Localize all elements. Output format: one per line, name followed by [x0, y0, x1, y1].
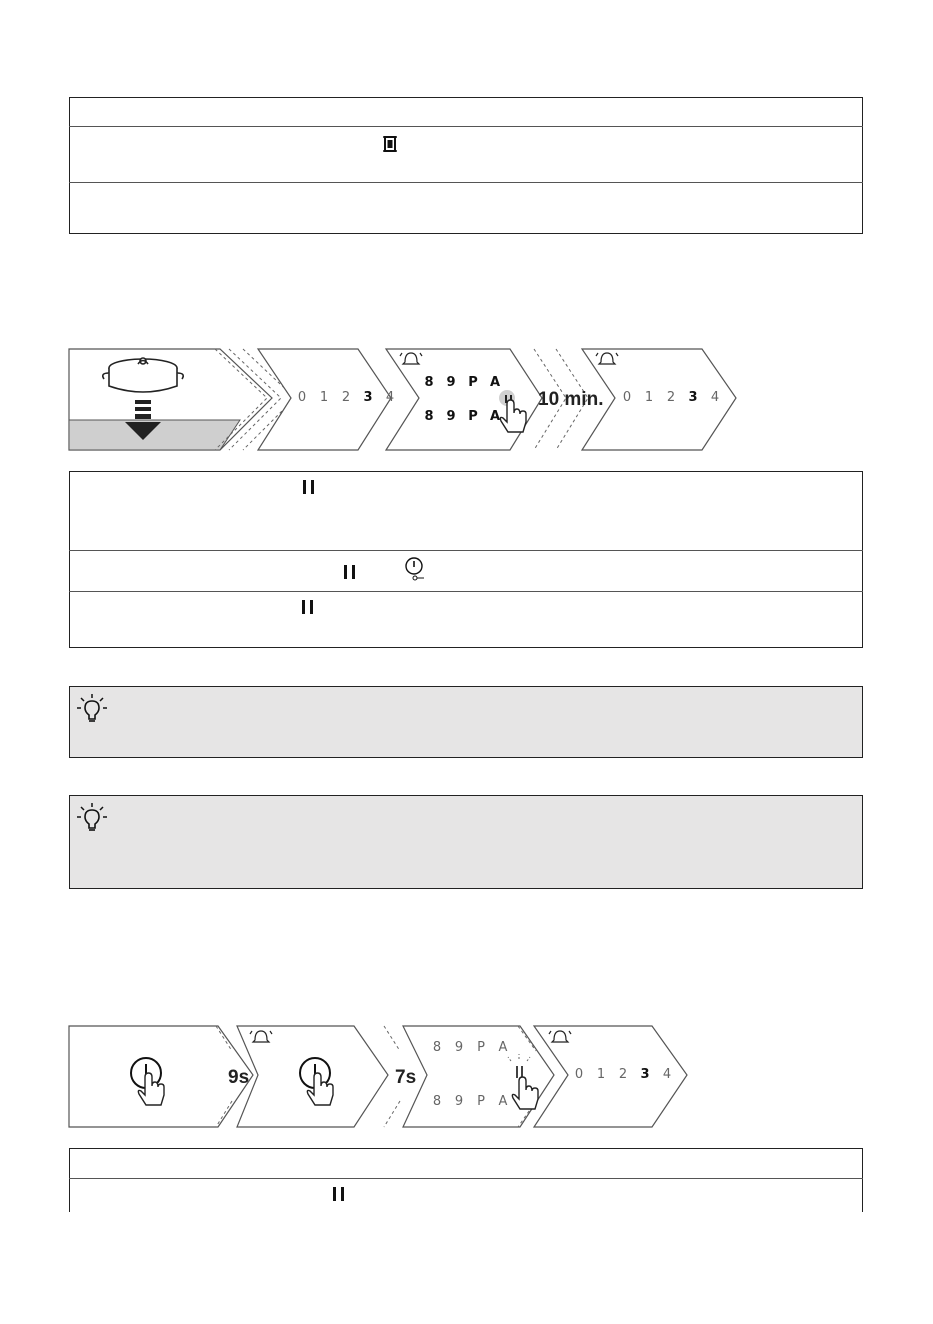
pause-icon [331, 1185, 347, 1203]
levels-top: 8 9 P A [424, 375, 501, 390]
table-row [70, 1179, 863, 1213]
display-icon [383, 135, 397, 153]
time-label: 10 min. [538, 389, 604, 410]
table-row [70, 127, 863, 183]
delay-label-2: 7s [395, 1067, 417, 1088]
table-2 [69, 471, 863, 648]
finger-touch-icon [496, 392, 530, 438]
scale-display: 0 1 2 3 4 [297, 390, 395, 405]
panel-b [237, 1026, 388, 1127]
levels-bottom: 8 9 P A [432, 1094, 508, 1109]
lightbulb-icon [76, 693, 108, 725]
table-row [70, 183, 863, 234]
table-row [70, 472, 863, 551]
table-3 [69, 1148, 863, 1212]
levels-bottom: 8 9 P A [424, 409, 501, 424]
table-row [70, 98, 863, 127]
table-row [70, 1149, 863, 1179]
table-row [70, 592, 863, 648]
pause-icon [342, 563, 358, 581]
table-row [70, 551, 863, 592]
lock-icon [404, 556, 426, 582]
lightbulb-icon [76, 802, 108, 834]
table-1 [69, 97, 863, 234]
pot-icon [103, 358, 183, 392]
tip-box-2 [69, 795, 863, 889]
pause-icon [300, 598, 316, 616]
tip-box-1 [69, 686, 863, 758]
pause-icon [301, 478, 317, 496]
delay-label-1: 9s [228, 1067, 250, 1088]
levels-top: 8 9 P A [432, 1040, 508, 1055]
scale-display: 0 1 2 3 4 [622, 390, 720, 405]
scale-display: 0 1 2 3 4 [574, 1067, 672, 1082]
